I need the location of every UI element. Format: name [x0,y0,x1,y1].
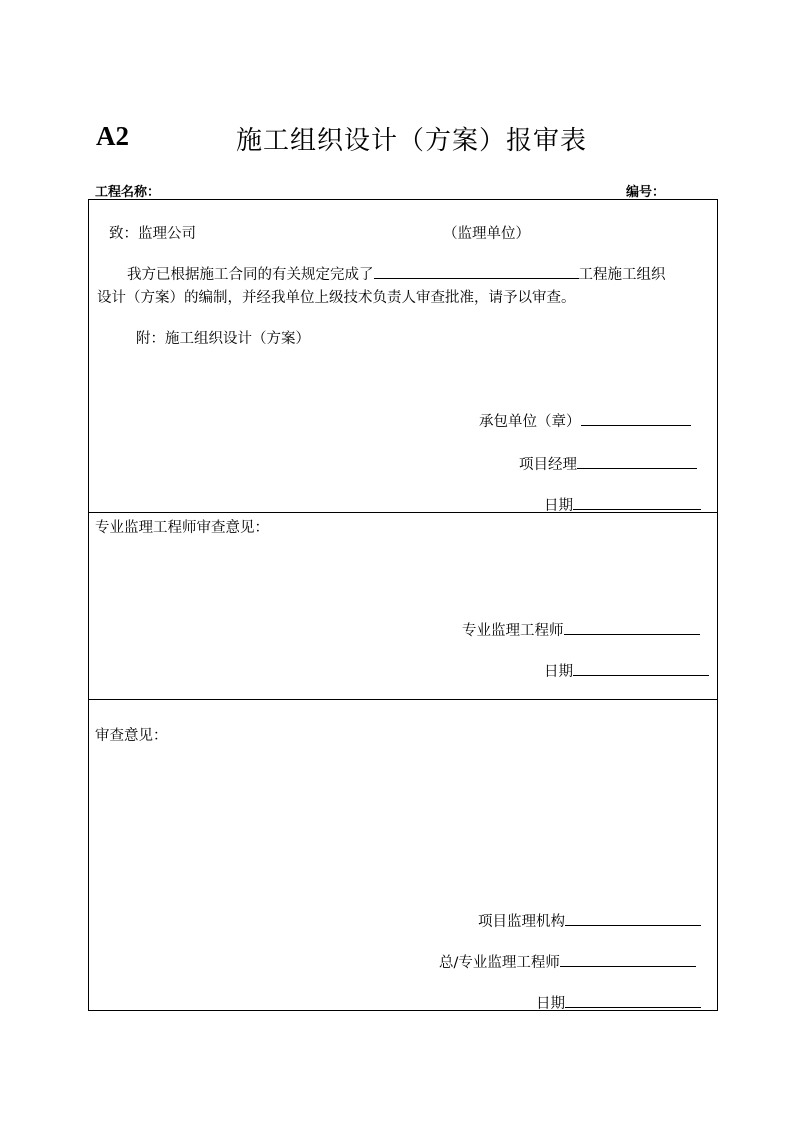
date-signature-2 [544,660,709,681]
review-opinion-heading: 审查意见： [95,728,168,744]
date-blank-2[interactable] [573,674,709,676]
statement-text-2: 工程施工组织 [578,267,666,283]
form-code: A2 [96,121,129,151]
form-title: 施工组织设计（方案）报审表 [236,126,588,156]
contractor-blank[interactable] [581,424,691,426]
org-label: 项目监理机构 [478,914,565,930]
statement-line-1 [127,263,666,284]
project-name-label: 工程名称： [95,185,161,200]
chief-engineer-signature [439,951,696,972]
pm-blank[interactable] [577,467,697,469]
chief-engineer-label: 总/专业监理工程师 [439,955,560,971]
recipient-label: 致：监理公司 [109,226,196,242]
statement-text-1: 我方已根据施工合同的有关规定完成了 [127,267,374,283]
pm-signature [519,453,697,474]
chief-engineer-blank[interactable] [560,965,696,967]
pm-label: 项目经理 [519,457,577,473]
contractor-signature [479,410,691,431]
org-signature [478,910,701,931]
contractor-label: 承包单位（章） [479,414,581,430]
engineer-label: 专业监理工程师 [462,623,564,639]
date-signature-3 [536,992,701,1013]
engineer-signature [462,619,700,640]
approval-form-table [88,199,718,1011]
statement-line-2: 设计（方案）的编制，并经我单位上级技术负责人审查批准，请予以审查。 [97,290,576,306]
date-blank-3[interactable] [565,1006,701,1008]
date-label-1: 日期 [544,498,573,514]
org-blank[interactable] [565,924,701,926]
date-label-3: 日期 [536,996,565,1012]
date-signature-1 [544,494,701,515]
project-name-blank[interactable] [374,277,579,279]
number-label: 编号： [626,185,666,200]
supervisor-unit-label: （监理单位） [443,226,530,242]
date-blank-1[interactable] [573,508,701,510]
engineer-blank[interactable] [564,633,700,635]
date-label-2: 日期 [544,664,573,680]
section-divider [89,699,717,700]
attachment-label: 附：施工组织设计（方案） [136,331,310,347]
engineer-review-heading: 专业监理工程师审查意见： [95,520,269,536]
